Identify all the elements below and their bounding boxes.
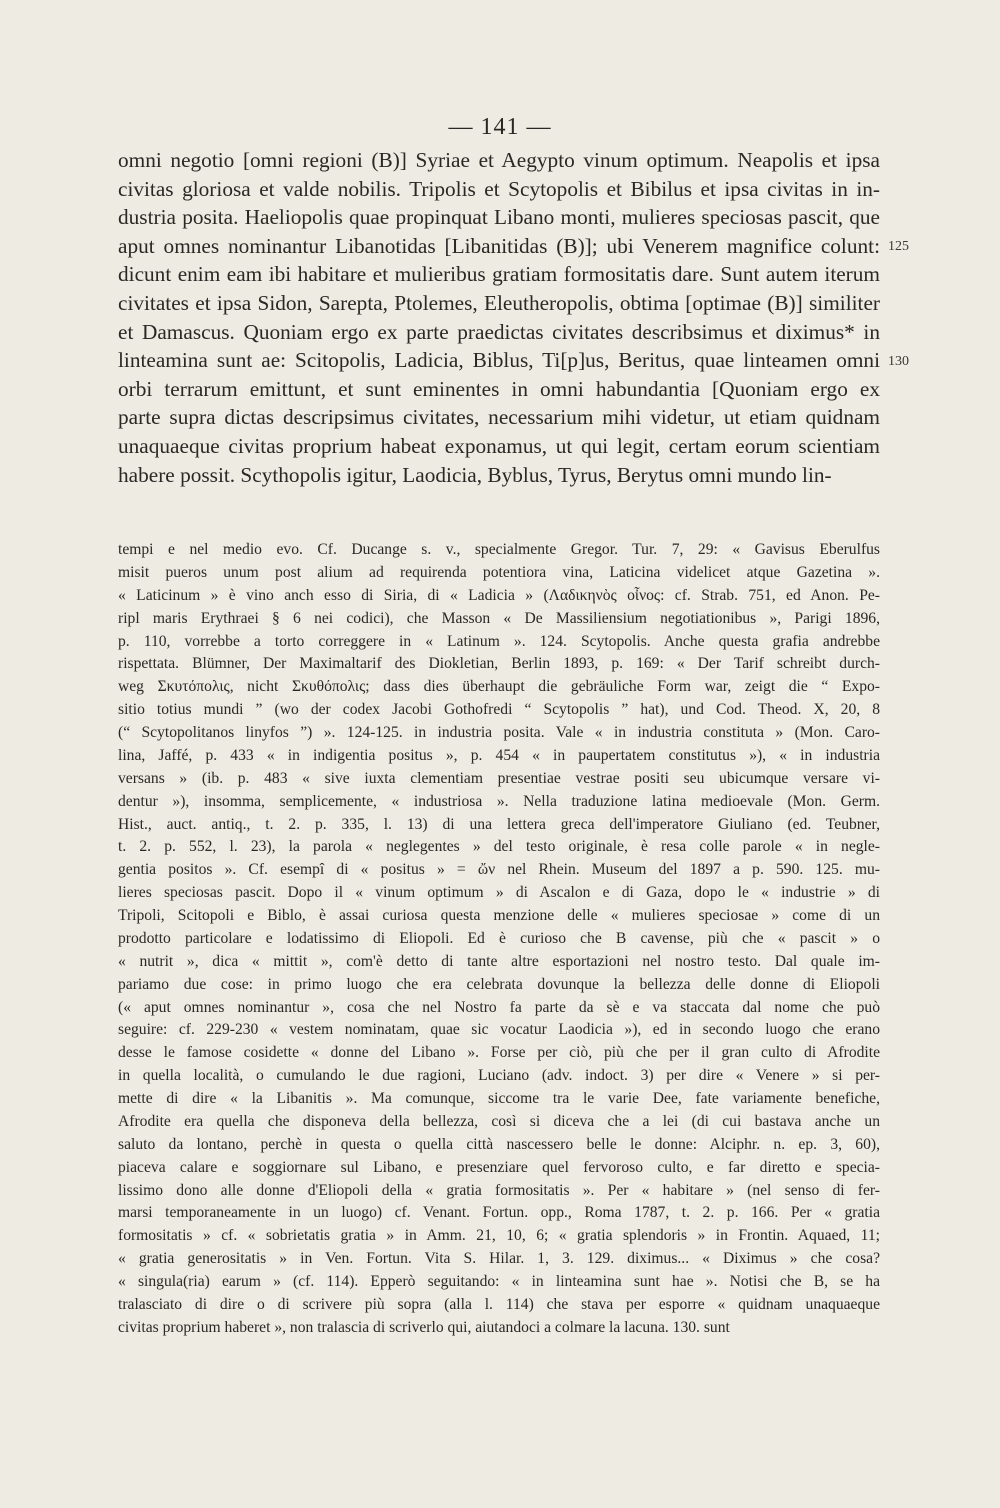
- note-line: lieres speciosas pascit. Dopo il « vinum optimum » di Ascalon e di Gaza, dopo le « industrie » di: [118, 884, 880, 902]
- note-line: formositatis » cf. « sobrietatis gratia » in Amm. 21, 10, 6; « gratia splendoris » in Frontin. Aquaed, 11;: [118, 1227, 880, 1245]
- text-line: orbi terrarum emittunt, et sunt eminentes in omni habundantia [Quoniam ergo ex: [118, 376, 880, 401]
- note-line: piaceva calare e soggiornare sul Libano, e presenziare quel fervoroso culto, e far diretto e specia-: [118, 1158, 880, 1176]
- note-line: t. 2. p. 552, l. 23), la parola « neglegentes » del testo originale, è resa colle parole « in negle-: [118, 838, 880, 856]
- note-line: p. 110, vorrebbe a torto correggere in « Latinum ». 124. Scytopolis. Anche questa grafia andrebbe: [118, 632, 880, 650]
- text-line: civitates et ipsa Sidon, Sarepta, Ptolemes, Eleutheropolis, obtima [optimae (B)] similiter: [118, 290, 880, 315]
- note-line: marsi temporaneamente in un luogo) cf. Venant. Fortun. opp., Roma 1787, t. 2. p. 166. Per « gratia: [118, 1204, 880, 1222]
- note-line: prodotto particolare e lodatissimo di Eliopoli. Ed è curioso che B cavense, più che « pascit » o: [118, 929, 880, 947]
- note-line: Afrodite era quella che disponeva della bellezza, così si diceva che a lei (di cui bastava anche un: [118, 1112, 880, 1130]
- main-text: [118, 146, 880, 489]
- note-line: misit pueros unum post alium ad requirenda potentiora vina, Laticina videlicet atque Gazetina ».: [118, 563, 880, 581]
- note-line: ripl maris Erythraei § 6 nei codici), che Masson « De Massiliensium negotiationibus », Parigi 1896,: [118, 609, 880, 627]
- text-line: dicunt enim eam ibi habitare et mulieribus gratiam formositatis dare. Sunt autem iterum: [118, 262, 880, 287]
- note-line: tempi e nel medio evo. Cf. Ducange s. v., specialmente Gregor. Tur. 7, 29: « Gavisus Eberulfus: [118, 541, 880, 558]
- note-line: versans » (ib. p. 483 « sive iuxta clementiam presentiae vestrae positi seu ubicumque versare vi-: [118, 769, 880, 787]
- text-line: linteamina sunt ae: Scitopolis, Ladicia, Biblus, Ti[p]us, Beritus, quae linteamen omni: [118, 348, 880, 373]
- note-line: « gratia generositatis » in Ven. Fortun. Vita S. Hilar. 1, 3. 129. diximus... « Diximus » che cosa?: [118, 1250, 880, 1268]
- note-line: Tripoli, Scitopoli e Biblo, è assai curiosa questa menzione delle « mulieres speciosae » come di un: [118, 907, 880, 924]
- page-number: — 141 —: [448, 114, 552, 140]
- text-line: aput omnes nominantur Libanotidas [Libanitidas (B)]; ubi Venerem magnifice colunt:: [118, 233, 880, 258]
- note-line: civitas proprium haberet », non tralascia di scriverlo qui, aiutandoci a colmare la lacuna. 130. sunt: [118, 1318, 730, 1336]
- note-line: in quella località, o cumulando le due ragioni, Luciano (adv. indoct. 3) per dire « Venere » si per-: [118, 1067, 880, 1085]
- note-line: sitio totius mundi ” (wo der codex Jacobi Gothofredi “ Scytopolis ” hat), und Cod. Theod. X, 20, 8: [118, 701, 880, 719]
- note-line: « singula(ria) earum » (cf. 114). Epperò seguitando: « in linteamina sunt hae ». Notisi che B, se ha: [118, 1273, 880, 1290]
- text-line: habere possit. Scythopolis igitur, Laodicia, Byblus, Tyrus, Berytus omni mundo lin-: [118, 462, 832, 487]
- note-line: mette di dire « la Libanitis ». Ma comunque, siccome tra le varie Dee, fate variamente benefiche,: [118, 1090, 880, 1107]
- text-line: dustria posita. Haeliopolis quae propinquat Libano monti, mulieres speciosas pascit, que: [118, 205, 880, 230]
- note-line: (« aput omnes nominantur », cosa che nel Nostro fa parte da sè e va staccata dal nome che può: [118, 998, 880, 1016]
- text-line: civitas gloriosa et valde nobilis. Tripolis et Scytopolis et Bibilus et ipsa civitas in in-: [118, 176, 880, 201]
- note-line: lina, Jaffé, p. 433 « in indigentia positus », p. 454 « in paupertatem constitutus »), « in industria: [118, 746, 880, 764]
- text-line: unaquaeque civitas proprium habeat exponamus, ut qui legit, certam eorum scientiam: [118, 433, 880, 458]
- note-line: desse le famose cosidette « donne del Libano ». Forse per ciò, più che per il gran culto di Afrodite: [118, 1044, 880, 1062]
- line-number: 125: [888, 239, 909, 254]
- text-line: omni negotio [omni regioni (B)] Syriae et Aegypto vinum optimum. Neapolis et ipsa: [118, 148, 880, 172]
- footnotes: [118, 539, 880, 1340]
- text-line: parte supra dictas descripsimus civitates, necessarium mihi videtur, ut etiam quidnam: [118, 405, 880, 430]
- note-line: tralasciato di dire o di scrivere più sopra (alla l. 114) che stava per esporre « quidnam unaquaeque: [118, 1295, 880, 1313]
- note-line: lissimo dono alle donne d'Eliopoli della « gratia formositatis ». Per « habitare » (nel senso di fer-: [118, 1181, 880, 1199]
- note-line: seguire: cf. 229-230 « vestem nominatam, quae sic vocatur Laodicia »), ed in secondo luogo che erano: [118, 1021, 880, 1039]
- note-line: saluto da lontano, perchè in questa o quella città nascessero belle le donne: Alciphr. n. ep. 3, 60),: [118, 1135, 880, 1153]
- note-line: Hist., auct. antiq., t. 2. p. 335, l. 13) di una lettera greca dell'imperatore Giuliano (ed. Teubner,: [118, 815, 880, 833]
- text-line: et Damascus. Quoniam ergo ex parte praedictas civitates describsimus et diximus* in: [118, 319, 880, 344]
- note-line: (“ Scytopolitanos linyfos ”) ». 124-125. in industria posita. Vale « in industria constituta » (Mon. Caro-: [118, 724, 880, 741]
- note-line: « Laticinum » è vino anch esso di Siria, di « Ladicia » (Λαδικηνὸς οἶνος: cf. Strab. 751, ed Anon. Pe-: [118, 586, 880, 604]
- note-line: rispettata. Blümner, Der Maximaltarif des Diokletian, Berlin 1893, p. 169: « Der Tarif schreibt durch-: [118, 655, 880, 673]
- note-line: weg Σκυτόπολις, nicht Σκυθόπολις; dass dies überhaupt die gebräuliche Form war, zeigt die “ Expo-: [118, 678, 880, 696]
- note-line: dentur »), insomma, semplicemente, « industriosa ». Nella traduzione latina medioevale (Mon. Germ.: [118, 792, 880, 810]
- note-line: « nutrit », dica « mittit », com'è detto di tante altre esportazioni nel nostro testo. Dal quale im-: [118, 952, 880, 970]
- line-number: 130: [888, 354, 909, 369]
- note-line: pariamo due cose: in primo luogo che era celebrata dovunque la bellezza delle donne di Eliopoli: [118, 975, 880, 993]
- note-line: gentia positos ». Cf. esempî di « positus » = ὤν nel Rhein. Museum del 1897 a p. 590. 125. mu-: [118, 861, 880, 879]
